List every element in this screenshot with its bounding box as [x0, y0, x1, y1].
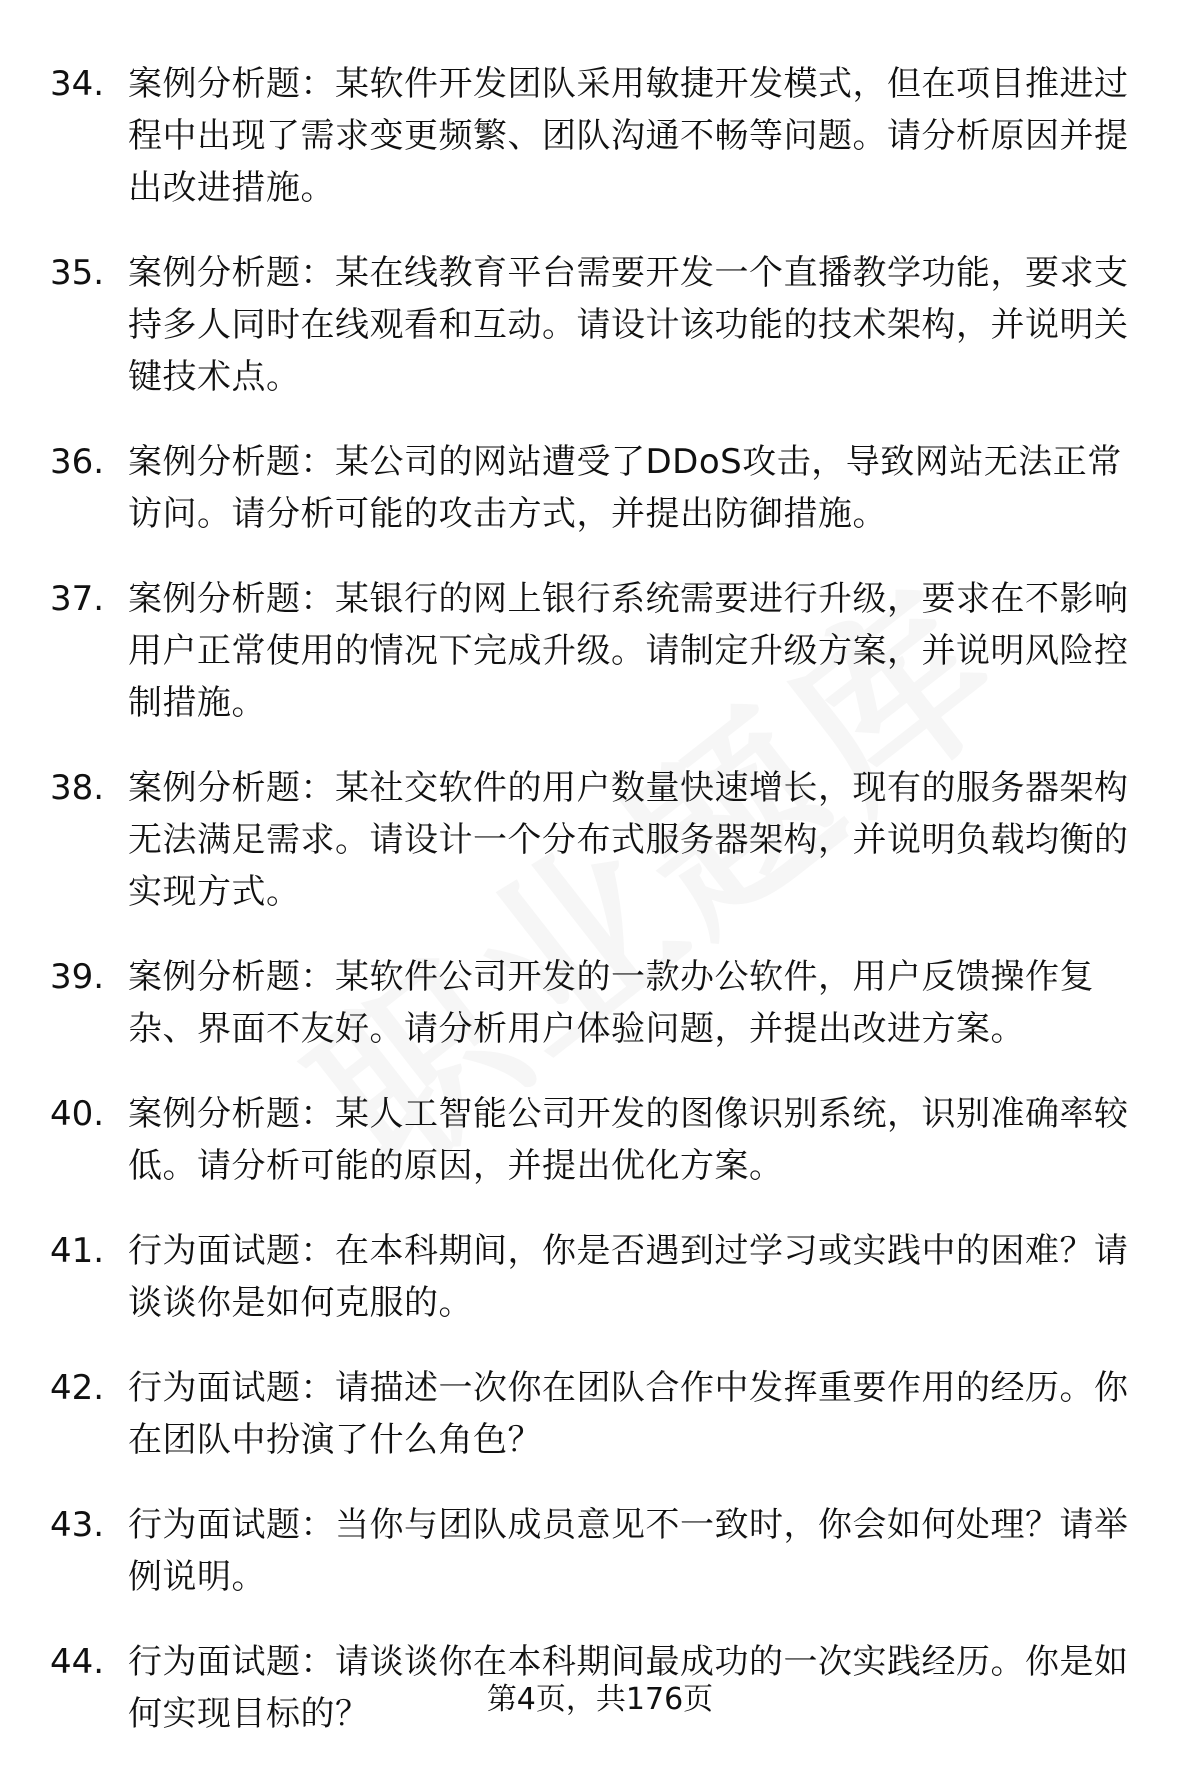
question-text: 行为面试题：当你与团队成员意见不一致时，你会如何处理？请举例说明。 — [128, 1505, 1129, 1597]
question-item-37 — [50, 573, 1150, 729]
question-item-36 — [50, 436, 1150, 540]
question-text: 案例分析题：某软件开发团队采用敏捷开发模式，但在项目推进过程中出现了需求变更频繁、团队沟通不畅等问题。请分析原因并提出改进措施。 — [128, 64, 1129, 208]
question-number: 42. — [50, 1368, 105, 1408]
question-text: 行为面试题：请描述一次你在团队合作中发挥重要作用的经历。你在团队中扮演了什么角色？ — [128, 1368, 1129, 1460]
question-number: 34. — [50, 64, 105, 104]
question-text: 案例分析题：某银行的网上银行系统需要进行升级，要求在不影响用户正常使用的情况下完成升级。请制定升级方案，并说明风险控制措施。 — [128, 579, 1129, 723]
question-item-38 — [50, 762, 1150, 918]
question-item-41 — [50, 1225, 1150, 1329]
question-text: 案例分析题：某公司的网站遭受了DDoS攻击，导致网站无法正常访问。请分析可能的攻击方式，并提出防御措施。 — [128, 442, 1122, 534]
question-number: 36. — [50, 442, 105, 482]
question-item-42 — [50, 1362, 1150, 1466]
question-number: 39. — [50, 957, 105, 997]
question-number: 35. — [50, 253, 105, 293]
question-text: 案例分析题：某社交软件的用户数量快速增长，现有的服务器架构无法满足需求。请设计一个分布式服务器架构，并说明负载均衡的实现方式。 — [128, 768, 1129, 912]
question-text: 案例分析题：某人工智能公司开发的图像识别系统，识别准确率较低。请分析可能的原因，并提出优化方案。 — [128, 1094, 1129, 1186]
question-item-43 — [50, 1499, 1150, 1603]
question-text: 行为面试题：在本科期间，你是否遇到过学习或实践中的困难？请谈谈你是如何克服的。 — [128, 1231, 1129, 1323]
question-number: 43. — [50, 1505, 105, 1545]
question-text: 案例分析题：某在线教育平台需要开发一个直播教学功能，要求支持多人同时在线观看和互动。请设计该功能的技术架构，并说明关键技术点。 — [128, 253, 1129, 397]
question-text: 行为面试题：请谈谈你在本科期间最成功的一次实践经历。你是如何实现目标的？ — [128, 1642, 1129, 1734]
page-footer — [0, 1680, 1200, 1720]
question-number: 40. — [50, 1094, 105, 1134]
question-number: 44. — [50, 1642, 105, 1682]
question-number: 38. — [50, 768, 105, 808]
question-number: 37. — [50, 579, 105, 619]
question-text: 案例分析题：某软件公司开发的一款办公软件，用户反馈操作复杂、界面不友好。请分析用户体验问题，并提出改进方案。 — [128, 957, 1094, 1049]
question-list — [50, 58, 1150, 1773]
question-item-34 — [50, 58, 1150, 214]
question-item-39 — [50, 951, 1150, 1055]
question-number: 41. — [50, 1231, 105, 1271]
question-item-35 — [50, 247, 1150, 403]
question-item-40 — [50, 1088, 1150, 1192]
page-number-label: 第4页，共176页 — [486, 1682, 714, 1717]
